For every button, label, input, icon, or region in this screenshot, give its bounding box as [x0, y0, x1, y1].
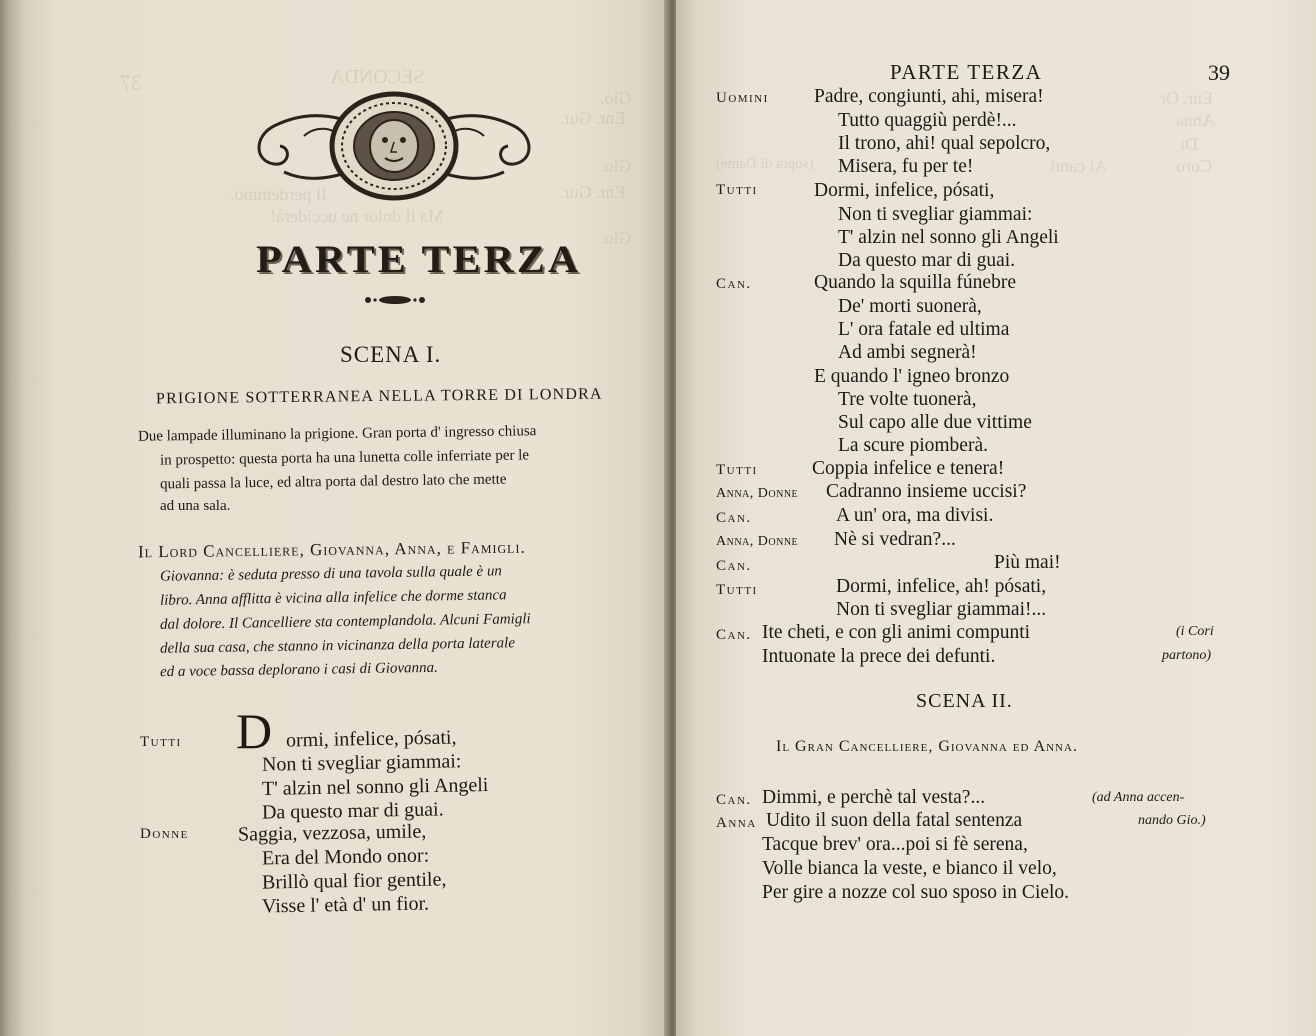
stage-description-line: Due lampade illuminano la prigione. Gran porta d' ingresso chiusa — [137, 423, 537, 445]
ghost-text: Di — [1180, 134, 1198, 154]
verse-line: Era del Mondo onor: — [261, 844, 430, 870]
ghost-text: Enr. Gur. — [560, 108, 626, 128]
verse-line: Più mai! — [994, 552, 1061, 573]
verse-line: Sul capo alle due vittime — [838, 412, 1032, 433]
speaker-label: Can. — [716, 558, 752, 574]
stage-direction: nando Gio.) — [1138, 813, 1206, 828]
verse-line: Intuonate la prece dei defunti. — [762, 646, 996, 667]
verse-line: T' alzin nel sonno gli Angeli — [838, 227, 1059, 248]
verse-line: Quando la squilla fúnebre — [814, 272, 1016, 293]
characters-note-line: libro. Anna afflitta è vicina alla infelice che dorme stanca — [159, 587, 507, 609]
verse-line: Misera, fu per te! — [838, 156, 974, 177]
scene-location: PRIGIONE SOTTERRANEA NELLA TORRE DI LONDRA — [155, 385, 603, 408]
verse-line: Udito il suon della fatal sentenza — [766, 810, 1023, 831]
ghost-text: Coro — [1176, 156, 1212, 176]
speaker-label: Tutti — [716, 462, 758, 478]
verse-line: Non ti svegliar giammai!... — [836, 599, 1047, 620]
ghost-text: Enr. Gur. — [560, 182, 626, 202]
verse-line: Ite cheti, e con gli animi compunti — [762, 622, 1031, 643]
verse-line: Per gire a nozze col suo sposo in Cielo. — [762, 882, 1070, 903]
verse-line: Coppia infelice e tenera! — [812, 458, 1005, 479]
verse-line: Brillò qual fior gentile, — [261, 868, 447, 894]
speaker-label: Tutti — [716, 182, 758, 198]
verse-line: Da questo mar di guai. — [838, 250, 1016, 271]
speaker-label: Anna — [716, 815, 757, 831]
ghost-text: (sopra di Dame) — [716, 156, 814, 172]
speaker-label: Can. — [716, 510, 752, 526]
speaker-label: Tutti — [716, 582, 758, 598]
verse-line: Ad ambi segnerà! — [838, 342, 977, 363]
ghost-text: Gio. — [600, 228, 632, 248]
small-ornament — [360, 292, 430, 308]
stage-description-line: in prospetto: questa porta ha una lunetta colle inferriate per le — [159, 447, 530, 469]
verse-line: Non ti svegliar giammai: — [838, 204, 1033, 225]
characters-note-line: della sua casa, che stanno in vicinanza della porta laterale — [159, 635, 516, 657]
verse-line: Saggia, vezzosa, umile, — [237, 820, 427, 846]
ghost-text: Gio. — [600, 156, 632, 176]
verse-line: Dormi, infelice, pósati, — [814, 180, 995, 201]
verse-line: Da questo mar di guai. — [261, 798, 444, 824]
characters-line: Il Gran Cancelliere, Giovanna ed Anna. — [776, 738, 1078, 755]
page-number: 39 — [1208, 60, 1230, 85]
speaker-label: Donne — [140, 826, 189, 842]
ornament-vignette — [244, 86, 544, 206]
ghost-text: Gio. — [600, 88, 632, 108]
verse-line: Padre, congiunti, ahi, misera! — [814, 86, 1044, 107]
speaker-label: Can. — [716, 627, 752, 643]
characters-note-line: Giovanna: è seduta presso di una tavola sulla quale è un — [159, 563, 503, 585]
characters-line: Il Lord Cancelliere, Giovanna, Anna, e Famigli. — [137, 537, 526, 562]
speaker-label: Anna, Donne — [716, 534, 799, 549]
ghost-text: Ai canti — [1050, 156, 1108, 176]
scene-heading: SCENA I. — [340, 342, 442, 367]
verse-line: Tacque brev' ora...poi si fè serena, — [762, 834, 1028, 855]
verse-line: Volle bianca la veste, e bianco il velo, — [762, 858, 1057, 879]
verse-line: De' morti suonerà, — [838, 296, 982, 317]
verse-line: La scure piomberà. — [838, 435, 988, 456]
stage-direction: (ad Anna accen- — [1092, 790, 1185, 805]
verse-line: Non ti svegliar giammai: — [261, 750, 462, 776]
verse-line: Il trono, ahi! qual sepolcro, — [838, 133, 1051, 154]
verse-line: Dormi, infelice, ah! pósati, — [836, 576, 1047, 597]
characters-note-line: dal dolore. Il Cancelliere sta contemplandola. Alcuni Famigli — [159, 611, 531, 633]
scene-heading: SCENA II. — [916, 690, 1013, 712]
speaker-label: Tutti — [140, 734, 182, 750]
verse-line: Tutto quaggiù perdè!... — [838, 110, 1017, 131]
speaker-label: Anna, Donne — [716, 486, 799, 501]
verse-line: E quando l' igneo bronzo — [814, 366, 1010, 387]
ghost-text: SECONDA — [330, 66, 425, 88]
ghost-text: Il perdemmo. — [230, 184, 327, 204]
speaker-label: Uomini — [716, 90, 769, 106]
stage-description-line: quali passa la luce, ed altra porta dal destro lato che mette — [159, 471, 507, 493]
ghost-text: Anna — [1176, 110, 1215, 130]
verse-line: Cadranno insieme uccisi? — [826, 481, 1027, 502]
ghost-text: Enr. Or — [1160, 88, 1213, 108]
verse-line: A un' ora, ma divisi. — [836, 505, 994, 526]
stage-direction: (i Cori — [1176, 624, 1214, 639]
verse-line: Dimmi, e perchè tal vesta?... — [762, 787, 986, 808]
drop-cap: D — [236, 703, 273, 759]
stage-direction: partono) — [1162, 648, 1211, 663]
ghost-text: Ma il dolor ne ucciderà! — [270, 206, 444, 226]
section-title: PARTE TERZA — [256, 238, 582, 282]
ghost-page-number: 37 — [120, 70, 142, 95]
verse-line: T' alzin nel sonno gli Angeli — [261, 774, 489, 800]
verse-line: L' ora fatale ed ultima — [838, 319, 1010, 340]
verse-line: Tre volte tuonerà, — [838, 389, 977, 410]
speaker-label: Can. — [716, 276, 752, 292]
stage-description-line: ad una sala. — [160, 498, 231, 514]
verse-line: Visse l' età d' un fior. — [261, 892, 430, 918]
verse-line: ormi, infelice, pósati, — [285, 726, 457, 752]
speaker-label: Can. — [716, 792, 752, 808]
characters-note-line: ed a voce bassa deplorano i casi di Giovanna. — [159, 659, 438, 681]
running-header: PARTE TERZA — [890, 60, 1043, 84]
verse-line: Nè si vedran?... — [834, 529, 956, 550]
